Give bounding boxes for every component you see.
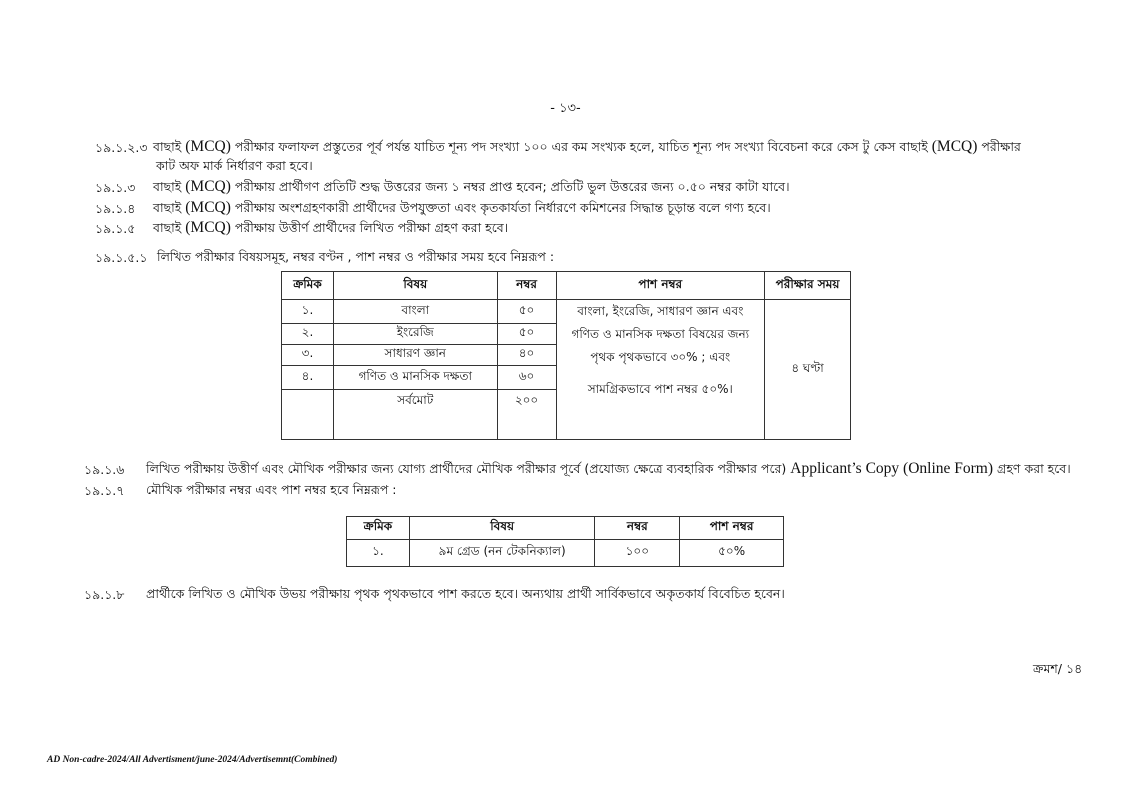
cell-marks: ৪০ (497, 345, 556, 366)
clause-number: ১৯.১.৩ (95, 180, 136, 195)
clause-number: ১৯.১.২.৩ (95, 140, 148, 155)
footer-file-path: AD Non-cadre-2024/All Advertisment/june-2024/Advertisemnt(Combined) (47, 755, 338, 765)
clause-number: ১৯.১.৫.১ (95, 250, 148, 265)
continued-marker: ক্রমশ/ ১৪ (1033, 661, 1083, 676)
written-exam-table (281, 271, 851, 440)
pass-line: গণিত ও মানসিক দক্ষতা বিষয়ের জন্য (571, 327, 750, 341)
cell-marks: ৫০ (497, 324, 556, 345)
clause-text: মৌখিক পরীক্ষার নম্বর এবং পাশ নম্বর হবে নিম্নরূপ : (146, 482, 397, 497)
cell-total-label: সর্বমোট (333, 390, 497, 440)
cell-total-marks: ২০০ (497, 390, 556, 440)
clause-number: ১৯.১.৭ (84, 483, 125, 498)
cell-serial: ১. (347, 540, 410, 567)
header-exam-time: পরীক্ষার সময় (765, 272, 851, 300)
cell-exam-time: ৪ ঘণ্টা (765, 300, 851, 440)
cell-subject: বাংলা (333, 300, 497, 324)
clause-number: ১৯.১.৪ (95, 201, 136, 216)
pass-line: বাংলা, ইংরেজি, সাধারণ জ্ঞান এবং (577, 304, 744, 318)
header-serial: ক্রমিক (347, 517, 410, 540)
header-pass-marks: পাশ নম্বর (680, 517, 784, 540)
cell-subject: সাধারণ জ্ঞান (333, 345, 497, 366)
clause-text: লিখিত পরীক্ষায় উত্তীর্ণ এবং মৌখিক পরীক্ষার জন্য যোগ্য প্রার্থীদের মৌখিক পরীক্ষার পূর্বে (প্রযোজ্য ক্ষেত্রে ব্যবহারিক পরীক্ষার পরে) Applicant’s Copy (Online Form) গ্রহণ করা হবে। (146, 460, 1071, 477)
pass-line: পৃথক পৃথকভাবে ৩০% ; এবং (590, 350, 731, 364)
clause-text: লিখিত পরীক্ষার বিষয়সমূহ, নম্বর বণ্টন , পাশ নম্বর ও পরীক্ষার সময় হবে নিম্নরূপ : (157, 249, 555, 264)
header-marks: নম্বর (595, 517, 680, 540)
clause-text: বাছাই (MCQ) পরীক্ষায় অংশগ্রহণকারী প্রার্থীদের উপযুক্ততা এবং কৃতকার্যতা নির্ধারণে কমিশনের সিদ্ধান্ত চূড়ান্ত বলে গণ্য হবে। (153, 199, 771, 216)
clause-text: প্রার্থীকে লিখিত ও মৌখিক উভয় পরীক্ষায় পৃথক পৃথকভাবে পাশ করতে হবে। অন্যথায় প্রার্থী সার্বিকভাবে অকৃতকার্য বিবেচিত হবেন। (146, 586, 785, 601)
cell-serial: ৪. (282, 366, 334, 390)
clause-number: ১৯.১.৮ (84, 587, 125, 602)
clause-text-continued: কাট অফ মার্ক নির্ধারণ করা হবে। (156, 158, 313, 173)
cell-marks: ১০০ (595, 540, 680, 567)
cell-subject: ৯ম গ্রেড (নন টেকনিক্যাল) (409, 540, 595, 567)
header-pass-marks: পাশ নম্বর (556, 272, 765, 300)
clause-text: বাছাই (MCQ) পরীক্ষার ফলাফল প্রস্তুতের পূর্ব পর্যন্ত যাচিত শূন্য পদ সংখ্যা ১০০ এর কম সংখ্যক হলে, যাচিত শূন্য পদ সংখ্যা বিবেচনা করে কেস টু কেস বাছাই (MCQ) পরীক্ষার (153, 138, 1021, 155)
header-subject: বিষয় (409, 517, 595, 540)
clause-number: ১৯.১.৫ (95, 221, 136, 236)
table-header-row (282, 272, 851, 300)
header-subject: বিষয় (333, 272, 497, 300)
table-header-row (347, 517, 784, 540)
cell-marks: ৫০ (497, 300, 556, 324)
cell-serial: ৩. (282, 345, 334, 366)
cell-serial: ১. (282, 300, 334, 324)
cell-serial-empty (282, 390, 334, 440)
cell-subject: ইংরেজি (333, 324, 497, 345)
cell-marks: ৬০ (497, 366, 556, 390)
cell-serial: ২. (282, 324, 334, 345)
table-row (347, 540, 784, 567)
cell-pass-marks: ৫০% (680, 540, 784, 567)
table-row (282, 300, 851, 324)
viva-exam-table (346, 516, 784, 567)
header-serial: ক্রমিক (282, 272, 334, 300)
cell-pass-marks (556, 300, 765, 440)
clause-text: বাছাই (MCQ) পরীক্ষায় প্রার্থীগণ প্রতিটি শুদ্ধ উত্তরের জন্য ১ নম্বর প্রাপ্ত হবেন; প্রতিটি ভুল উত্তরের জন্য ০.৫০ নম্বর কাটা যাবে। (153, 178, 790, 195)
pass-line: সামগ্রিকভাবে পাশ নম্বর ৫০%। (587, 382, 733, 396)
page-number: - ১৩- (550, 101, 581, 116)
clause-text: বাছাই (MCQ) পরীক্ষায় উত্তীর্ণ প্রার্থীদের লিখিত পরীক্ষা গ্রহণ করা হবে। (153, 219, 509, 236)
header-marks: নম্বর (497, 272, 556, 300)
clause-number: ১৯.১.৬ (84, 462, 125, 477)
cell-subject: গণিত ও মানসিক দক্ষতা (333, 366, 497, 390)
